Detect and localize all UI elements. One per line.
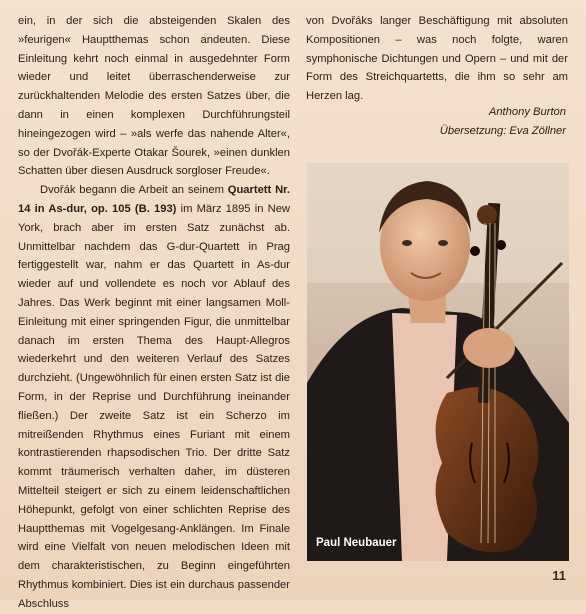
portrait-illustration [307, 163, 569, 561]
right-text-column [306, 12, 568, 106]
page-number: 11 [552, 568, 566, 583]
work-title: Quartett Nr. 14 in As-dur, op. 105 (B. 193) [18, 184, 291, 215]
paragraph-continuation: ein, in der sich die absteigenden Skalen des »feurigen« Hauptthemas schon andeuten. Diese Einleitung kehrt noch einmal in ausgedehnter Form wieder und leitet überraschenderweise zur zurückhaltenden Melodie des ersten Satzes über, die dann in einen komplexen Durchführungsteil hineingezogen wird – »als werfe das nahende Alter«, so der Dvořák-Experte Otakar Šourek, »einen dunklen Schatten über diesen Ausdruck sorgloser Freude«. [18, 15, 290, 178]
musician-photo [307, 163, 569, 561]
paragraph-conclusion: von Dvořáks langer Beschäftigung mit absoluten Kompositionen – was noch folgte, waren symphonische Dichtungen und Opern – und mit der Form des Streichquartetts, die ihm so sehr am Herzen lag. [306, 15, 568, 103]
paragraph-body: im März 1895 in New York, brach aber im ersten Satz zunächst ab. Unmittelbar nachdem das G-dur-Quartett in Prag fertiggestellt war, nahm er das Quartett in As-dur wieder auf und vollendete es noch vor Ablauf des Jahres. Das Werk beginnt mit einer langsamen Moll-Einleitung mit einer springenden Figur, die unmittelbar danach im ersten Thema des Haupt-Allegros wiederkehrt und den weiteren Verlauf des Satzes durchzieht. (Ungewöhnlich für einen ersten Satz ist die Form, in der Reprise und Durchführung ineinander fließen.) Der zweite Satz ist ein Scherzo im mitreißenden Rhythmus eines Furiant mit einem kontrastierenden rhapsodischen Trio. Der dritte Satz kommt träumerisch verhalten daher, im düsteren Mittelteil steigert er sich zu einem leidenschaftlichen Höhepunkt, gefolgt von einer schlichten Reprise des Hauptthemas mit Vogelgesang-Anklängen. Im Finale wird eine Vielfalt von neuen melodischen Ideen mit dem charakteristischen, zu Beginn eingeführten Rhythmus kombiniert. Dies ist ein durchaus passender Abschluss [18, 202, 291, 610]
photo-caption: Paul Neubauer [316, 537, 397, 549]
translator-credit: Übersetzung: Eva Zöllner [439, 124, 566, 137]
author-name: Anthony Burton [488, 106, 566, 118]
left-text-column [18, 12, 290, 614]
paragraph-intro: Dvořák begann die Arbeit an seinem [40, 184, 228, 197]
credits [326, 103, 566, 141]
paragraph-quartet-14 [18, 181, 290, 613]
